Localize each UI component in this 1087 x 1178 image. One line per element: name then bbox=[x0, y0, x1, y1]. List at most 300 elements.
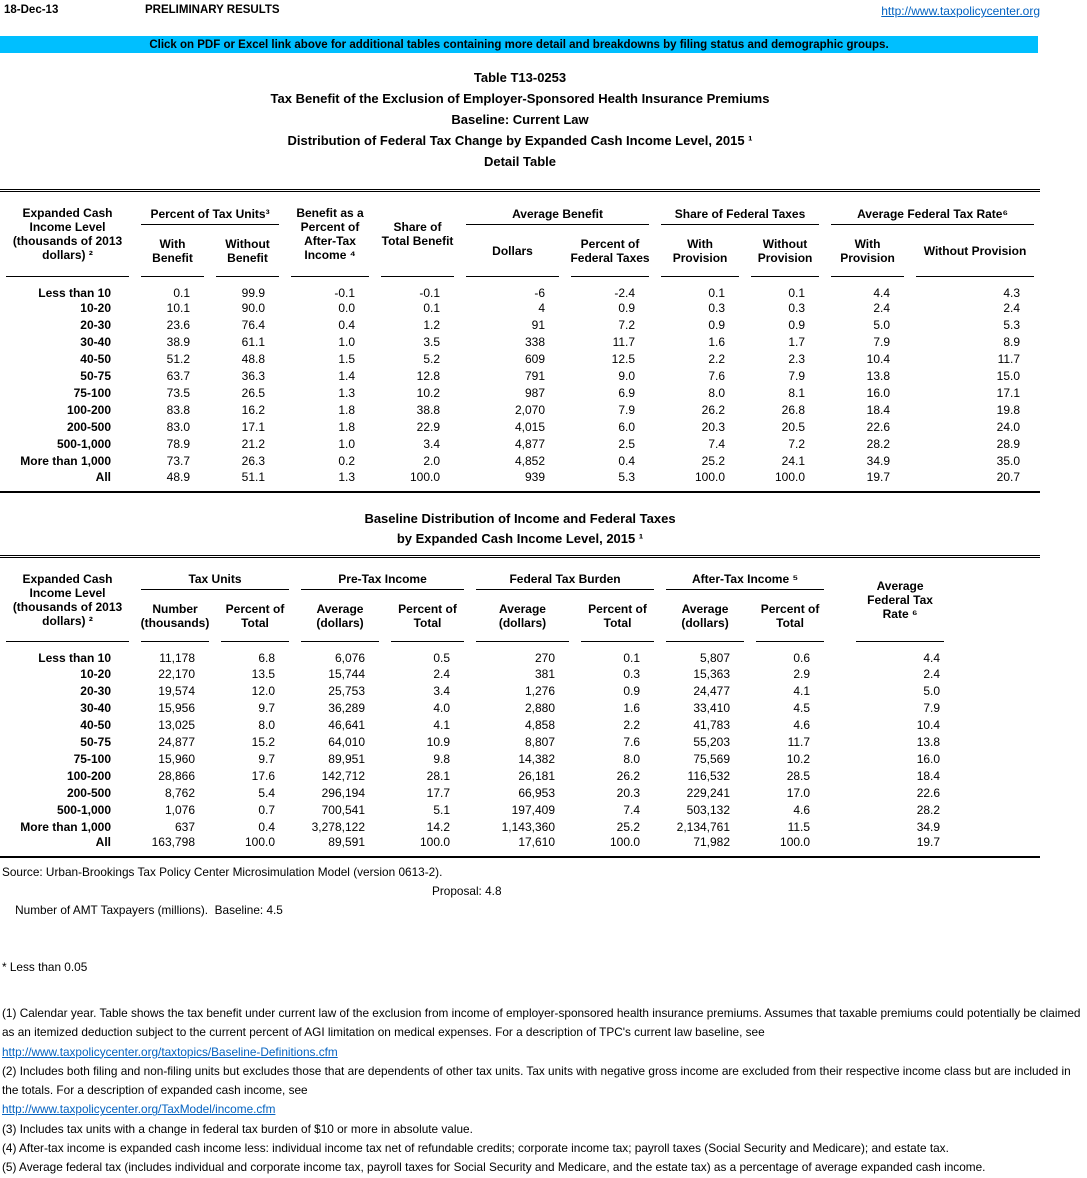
cell: 0.0 bbox=[338, 301, 356, 315]
cell: 0.9 bbox=[788, 318, 806, 332]
detail-table-title: Detail Table bbox=[483, 154, 556, 169]
cell: -0.1 bbox=[419, 285, 441, 300]
cell: 25,753 bbox=[328, 683, 365, 698]
group-average-federal-tax-rate: Average Federal Tax Rate ⁶ bbox=[830, 556, 970, 642]
cell: 75,569 bbox=[693, 751, 731, 766]
cell: 100.0 bbox=[610, 835, 641, 849]
footnote-text: (1) Calendar year. Table shows the tax benefit under current law of the exclusion from income of employer-sponsored health insurance premiums. Assumes that taxable premiums could potentially be claimed as an itemized deduction subject to the current percent of AGI limitation on medical expenses. For a description of TPC's current law baseline, see bbox=[2, 1006, 1081, 1040]
baseline-table-title-block bbox=[0, 509, 1040, 549]
cell: 0.3 bbox=[788, 301, 806, 315]
cell: 637 bbox=[174, 819, 195, 834]
cell: 16.0 bbox=[866, 386, 891, 400]
baseline-table-header bbox=[0, 556, 1040, 642]
cell: 10.2 bbox=[786, 751, 811, 766]
cell bbox=[970, 750, 1040, 767]
subheader-without-benefit: Without Benefit bbox=[210, 225, 285, 277]
banner-text: Click on PDF or Excel link above for additional tables containing more detail and breakdowns by filing status and demographic groups. bbox=[149, 38, 889, 51]
table-row bbox=[0, 334, 1040, 351]
cell: 1.6 bbox=[708, 335, 726, 349]
cell: 0.9 bbox=[623, 683, 641, 698]
cell bbox=[970, 682, 1040, 699]
cell: 10.4 bbox=[866, 352, 891, 366]
cell: 73.7 bbox=[166, 454, 190, 468]
subheader-with-provision-share: With Provision bbox=[655, 225, 745, 277]
row-label: 30-40 bbox=[80, 700, 111, 715]
cell bbox=[970, 733, 1040, 750]
cell: 28,866 bbox=[158, 768, 195, 783]
cell: 7.4 bbox=[708, 437, 726, 451]
cell: 55,203 bbox=[693, 734, 731, 749]
row-label: 75-100 bbox=[73, 751, 111, 766]
cell: 5.3 bbox=[618, 469, 636, 484]
cell: 0.4 bbox=[618, 454, 636, 468]
distribution-title: Distribution of Federal Tax Change by Expanded Cash Income Level, 2015 ¹ bbox=[287, 133, 753, 148]
cell: 35.0 bbox=[996, 454, 1021, 468]
cell: 4.3 bbox=[1003, 285, 1021, 300]
cell: 1.0 bbox=[338, 335, 356, 349]
cell: 7.2 bbox=[618, 318, 636, 332]
cell bbox=[970, 665, 1040, 682]
cell: 15,744 bbox=[328, 666, 365, 681]
table-row bbox=[0, 784, 1040, 801]
cell: 0.5 bbox=[433, 651, 451, 665]
baseline-table-body bbox=[0, 642, 1040, 857]
cell: 26,181 bbox=[518, 768, 556, 783]
cell: 2.2 bbox=[708, 352, 726, 366]
group-average-benefit: Average Benefit bbox=[460, 191, 655, 225]
cell: 2.0 bbox=[423, 454, 441, 468]
cell: 19.8 bbox=[996, 403, 1021, 417]
source-block bbox=[0, 863, 1087, 977]
cell: 28.2 bbox=[866, 437, 891, 451]
cell: 6,076 bbox=[334, 651, 365, 665]
row-label: Less than 10 bbox=[38, 651, 111, 665]
income-level-column-header: Expanded Cash Income Level (thousands of 2013 dollars) ² bbox=[0, 191, 135, 277]
cell: 197,409 bbox=[511, 802, 556, 817]
cell: -0.1 bbox=[334, 285, 356, 300]
cell bbox=[970, 767, 1040, 784]
cell: 17.7 bbox=[426, 785, 451, 800]
cell: 24.1 bbox=[781, 454, 806, 468]
footnote-text: (5) Average federal tax (includes individual and corporate income tax, payroll taxes for Social Security and Medicare, and the estate tax) as a percentage of average expanded cash income. bbox=[2, 1160, 986, 1175]
group-after-tax-income: After-Tax Income ⁵ bbox=[660, 556, 830, 590]
cell: 5.2 bbox=[423, 352, 441, 366]
cell: 8.1 bbox=[788, 386, 806, 400]
cell: 609 bbox=[524, 352, 546, 366]
cell: 21.2 bbox=[241, 437, 266, 451]
cell: 4.0 bbox=[433, 700, 451, 715]
table-row bbox=[0, 750, 1040, 767]
cell: 791 bbox=[524, 369, 546, 383]
table-row bbox=[0, 436, 1040, 453]
subheader-percent-of-total-units: Percent of Total bbox=[215, 590, 295, 642]
footnote-text: (3) Includes tax units with a change in federal tax burden of $10 or more in absolute value. bbox=[2, 1121, 473, 1136]
cell: 14.2 bbox=[426, 819, 451, 834]
cell: 1.8 bbox=[338, 420, 356, 434]
cell bbox=[970, 642, 1040, 665]
subheader-percent-of-total-aftertax: Percent of Total bbox=[750, 590, 830, 642]
cell: 10.9 bbox=[426, 734, 451, 749]
cell: 0.2 bbox=[338, 454, 356, 468]
cell bbox=[970, 784, 1040, 801]
cell: 12.8 bbox=[416, 369, 441, 383]
cell: 7.2 bbox=[788, 437, 806, 451]
cell: 28.9 bbox=[996, 437, 1021, 451]
cell: 4,877 bbox=[514, 437, 546, 451]
table-row bbox=[0, 277, 1040, 300]
cell: 51.1 bbox=[241, 469, 266, 484]
group-average-federal-tax-rate: Average Federal Tax Rate⁶ bbox=[825, 191, 1040, 225]
cell bbox=[970, 818, 1040, 835]
cell: 1.3 bbox=[338, 469, 356, 484]
table-row bbox=[0, 699, 1040, 716]
cell: 48.9 bbox=[166, 469, 190, 484]
cell: 15,960 bbox=[158, 751, 195, 766]
cell: 0.1 bbox=[173, 285, 190, 300]
cell: 22.6 bbox=[866, 420, 891, 434]
income-level-column-header: Expanded Cash Income Level (thousands of 2013 dollars) ² bbox=[0, 556, 135, 642]
cell: 17,610 bbox=[518, 835, 556, 849]
row-label: 200-500 bbox=[66, 785, 111, 800]
cell: 38.9 bbox=[166, 335, 190, 349]
group-benefit-pct-after-tax-income: Benefit as a Percent of After-Tax Income ⁴ bbox=[285, 191, 375, 277]
cell: 2.2 bbox=[623, 717, 641, 732]
cell: 4.4 bbox=[873, 285, 891, 300]
row-label: 75-100 bbox=[73, 386, 111, 400]
row-label: 50-75 bbox=[80, 734, 111, 749]
subheader-percent-of-total-burden: Percent of Total bbox=[575, 590, 660, 642]
cell: 34.9 bbox=[866, 454, 891, 468]
cell: 100.0 bbox=[419, 835, 451, 849]
cell: 13.8 bbox=[916, 734, 941, 749]
cell: 2.3 bbox=[788, 352, 806, 366]
row-label: 20-30 bbox=[80, 318, 111, 332]
cell: 20.3 bbox=[701, 420, 726, 434]
cell: 34.9 bbox=[916, 819, 941, 834]
source-line: Source: Urban-Brookings Tax Policy Center Microsimulation Model (version 0613-2). bbox=[2, 865, 443, 879]
cell bbox=[970, 716, 1040, 733]
table-number-title: Table T13-0253 bbox=[473, 70, 567, 85]
row-label: 10-20 bbox=[80, 666, 111, 681]
group-pre-tax-income: Pre-Tax Income bbox=[295, 556, 470, 590]
cell: 15.2 bbox=[251, 734, 275, 749]
cell: 17.0 bbox=[786, 785, 811, 800]
cell: 3.4 bbox=[423, 437, 441, 451]
cell: 89,951 bbox=[328, 751, 365, 766]
cell: 11,178 bbox=[159, 651, 195, 665]
cell: 51.2 bbox=[166, 352, 190, 366]
cell: 9.8 bbox=[433, 751, 451, 766]
cell bbox=[970, 801, 1040, 818]
cell: 503,132 bbox=[686, 802, 731, 817]
cell: 296,194 bbox=[321, 785, 365, 800]
cell: 13.5 bbox=[251, 666, 275, 681]
cell: -2.4 bbox=[614, 285, 636, 300]
cell: 83.8 bbox=[166, 403, 190, 417]
cell: 4.1 bbox=[433, 717, 451, 732]
row-label: 100-200 bbox=[66, 403, 111, 417]
table-row bbox=[0, 733, 1040, 750]
cell: 5.0 bbox=[873, 318, 891, 332]
group-tax-units: Tax Units bbox=[135, 556, 295, 590]
table-row bbox=[0, 419, 1040, 436]
taxpolicycenter-link[interactable]: http://www.taxpolicycenter.org bbox=[881, 4, 1040, 18]
cell: 15,363 bbox=[693, 666, 731, 681]
cell: 89,591 bbox=[328, 835, 365, 849]
cell: 4,015 bbox=[514, 420, 546, 434]
cell: 64,010 bbox=[328, 734, 365, 749]
cell: 38.8 bbox=[416, 403, 441, 417]
cell: 19.7 bbox=[916, 835, 941, 849]
cell: 0.3 bbox=[708, 301, 726, 315]
detail-table-body bbox=[0, 277, 1040, 492]
cell: 26.2 bbox=[701, 403, 726, 417]
amt-proposal: Proposal: 4.8 bbox=[432, 884, 502, 898]
cell: 2,880 bbox=[524, 700, 556, 715]
table-row bbox=[0, 470, 1040, 492]
baseline-title: Baseline: Current Law bbox=[451, 112, 589, 127]
cell: 0.4 bbox=[258, 819, 275, 834]
subheader-percent-of-total-pretax: Percent of Total bbox=[385, 590, 470, 642]
group-percent-of-tax-units: Percent of Tax Units³ bbox=[135, 191, 285, 225]
cell: 1.6 bbox=[623, 700, 641, 715]
cell: 5,807 bbox=[700, 651, 731, 665]
group-share-of-federal-taxes: Share of Federal Taxes bbox=[655, 191, 825, 225]
cell: 8.0 bbox=[708, 386, 726, 400]
cell: 2.9 bbox=[793, 666, 811, 681]
cell: 4.6 bbox=[793, 717, 811, 732]
cell: 3,278,122 bbox=[311, 819, 365, 834]
row-label: 20-30 bbox=[80, 683, 111, 698]
cell: 22.6 bbox=[916, 785, 941, 800]
cell: 0.7 bbox=[258, 802, 275, 817]
cell: 26.8 bbox=[781, 403, 806, 417]
cell: 99.9 bbox=[241, 285, 266, 300]
cell: 3.4 bbox=[433, 683, 451, 698]
table-row bbox=[0, 716, 1040, 733]
cell: 338 bbox=[524, 335, 546, 349]
cell: 2.4 bbox=[433, 666, 451, 681]
cell: 1.0 bbox=[338, 437, 356, 451]
cell: 116,532 bbox=[687, 768, 731, 783]
table-row bbox=[0, 801, 1040, 818]
cell: 10.4 bbox=[916, 717, 941, 732]
amt-taxpayers-line bbox=[2, 882, 1087, 958]
cell: 61.1 bbox=[241, 335, 266, 349]
cell: 20.3 bbox=[616, 785, 641, 800]
cell: 24.0 bbox=[996, 420, 1021, 434]
row-label: 40-50 bbox=[80, 717, 111, 732]
row-label: 200-500 bbox=[66, 420, 111, 434]
cell: 24,477 bbox=[693, 683, 731, 698]
cell: 12.0 bbox=[251, 683, 275, 698]
cell: 1,276 bbox=[524, 683, 556, 698]
cell: 36.3 bbox=[241, 369, 266, 383]
footnote-link[interactable]: http://www.taxpolicycenter.org/TaxModel/income.cfm bbox=[2, 1102, 276, 1117]
cell: 17.1 bbox=[996, 386, 1021, 400]
row-label: More than 1,000 bbox=[20, 819, 111, 834]
cell: 229,241 bbox=[686, 785, 731, 800]
footnote-text: (2) Includes both filing and non-filing units but excludes those that are dependents of other tax units. Tax units with negative gross income are excluded from their respective income class but are included in the totals. For a description of expanded cash income, see bbox=[2, 1063, 1071, 1098]
cell: 8.9 bbox=[1003, 335, 1021, 349]
cell: 10.1 bbox=[166, 301, 190, 315]
cell: 28.1 bbox=[426, 768, 451, 783]
table-row bbox=[0, 317, 1040, 334]
cell: 91 bbox=[531, 318, 546, 332]
row-label: 500-1,000 bbox=[56, 437, 111, 451]
cell: 0.9 bbox=[618, 301, 636, 315]
cell: 28.5 bbox=[786, 768, 811, 783]
cell: 0.9 bbox=[708, 318, 726, 332]
detail-table bbox=[0, 189, 1040, 493]
cell: 10.2 bbox=[416, 386, 441, 400]
subheader-number-thousands: Number (thousands) bbox=[135, 590, 215, 642]
cell: 11.5 bbox=[787, 819, 811, 834]
cell: 9.7 bbox=[258, 700, 275, 715]
cell: 9.7 bbox=[258, 751, 275, 766]
row-label: 500-1,000 bbox=[56, 802, 111, 817]
cell: 19.7 bbox=[866, 469, 891, 484]
row-label: All bbox=[95, 469, 111, 484]
cell: 7.4 bbox=[623, 802, 641, 817]
subheader-with-benefit: With Benefit bbox=[135, 225, 210, 277]
cell: 163,798 bbox=[151, 835, 195, 849]
cell: 19,574 bbox=[158, 683, 195, 698]
cell: 15,956 bbox=[158, 700, 195, 715]
detail-table-header bbox=[0, 191, 1040, 277]
less-than-note: * Less than 0.05 bbox=[2, 960, 88, 974]
row-label: 30-40 bbox=[80, 335, 111, 349]
cell: 26.3 bbox=[241, 454, 266, 468]
cell: 18.4 bbox=[916, 768, 941, 783]
cell: 5.4 bbox=[258, 785, 275, 800]
row-label: More than 1,000 bbox=[20, 454, 111, 468]
cell: 22,170 bbox=[158, 666, 195, 681]
cell: 18.4 bbox=[866, 403, 891, 417]
cell: 0.3 bbox=[623, 666, 641, 681]
table-row bbox=[0, 642, 1040, 665]
cell: 0.1 bbox=[788, 285, 806, 300]
cell: 987 bbox=[524, 386, 546, 400]
table-row bbox=[0, 818, 1040, 835]
cell: 4.1 bbox=[793, 683, 811, 698]
cell: 26.2 bbox=[616, 768, 641, 783]
cell: 20.7 bbox=[996, 469, 1021, 484]
cell: 2.4 bbox=[1003, 301, 1021, 315]
cell: 7.9 bbox=[618, 403, 636, 417]
cell: 0.1 bbox=[623, 651, 641, 665]
cell: 1.3 bbox=[338, 386, 356, 400]
cell: 939 bbox=[524, 469, 546, 484]
cell: 0.4 bbox=[338, 318, 356, 332]
cell: 100.0 bbox=[695, 469, 726, 484]
filler-column bbox=[970, 556, 1040, 642]
cell: 12.5 bbox=[611, 352, 636, 366]
cell: 11.7 bbox=[612, 335, 636, 349]
cell: 17.1 bbox=[241, 420, 266, 434]
cell: 100.0 bbox=[780, 835, 811, 849]
subheader-without-provision-rate: Without Provision bbox=[910, 225, 1040, 277]
cell: 1.8 bbox=[338, 403, 356, 417]
cell: 6.8 bbox=[258, 651, 275, 665]
cell bbox=[970, 835, 1040, 857]
cell: 5.0 bbox=[923, 683, 941, 698]
subheader-without-provision-share: Without Provision bbox=[745, 225, 825, 277]
row-label: 100-200 bbox=[66, 768, 111, 783]
cell: 700,541 bbox=[321, 802, 365, 817]
cell: 6.9 bbox=[618, 386, 636, 400]
cell: 1.4 bbox=[338, 369, 356, 383]
cell: 15.0 bbox=[996, 369, 1021, 383]
cell: 4,852 bbox=[514, 454, 546, 468]
cell: 0.1 bbox=[708, 285, 726, 300]
table-row bbox=[0, 402, 1040, 419]
cell: 46,641 bbox=[328, 717, 365, 732]
cell bbox=[970, 699, 1040, 716]
cell: 142,712 bbox=[321, 768, 365, 783]
cell: 0.6 bbox=[793, 651, 811, 665]
cell: 1,143,360 bbox=[501, 819, 556, 834]
cell: 4.5 bbox=[793, 700, 811, 715]
cell: 4.4 bbox=[923, 651, 941, 665]
amt-baseline: Number of AMT Taxpayers (millions). Baseline: 4.5 bbox=[15, 903, 283, 917]
cell: 78.9 bbox=[166, 437, 190, 451]
row-label: 40-50 bbox=[80, 352, 111, 366]
cell: 14,382 bbox=[518, 751, 556, 766]
cell: 4,858 bbox=[524, 717, 556, 732]
table-row bbox=[0, 835, 1040, 857]
cell: 5.1 bbox=[433, 802, 451, 817]
cell: 9.0 bbox=[618, 369, 636, 383]
cell: 48.8 bbox=[241, 352, 266, 366]
cell: 7.9 bbox=[873, 335, 891, 349]
cell: 13,025 bbox=[158, 717, 195, 732]
row-label: 10-20 bbox=[80, 301, 111, 315]
subheader-average-dollars-burden: Average (dollars) bbox=[470, 590, 575, 642]
footnote-link[interactable]: http://www.taxpolicycenter.org/taxtopics/Baseline-Definitions.cfm bbox=[2, 1044, 338, 1059]
cell: 7.9 bbox=[788, 369, 806, 383]
subheader-with-provision-rate: With Provision bbox=[825, 225, 910, 277]
cell: 1.7 bbox=[788, 335, 806, 349]
title-block bbox=[0, 67, 1040, 172]
table-row bbox=[0, 453, 1040, 470]
row-label: 50-75 bbox=[80, 369, 111, 383]
cell: 381 bbox=[534, 666, 556, 681]
baseline-table-title-line1: Baseline Distribution of Income and Federal Taxes bbox=[364, 510, 676, 526]
cell: 28.2 bbox=[916, 802, 941, 817]
baseline-table-title-line2: by Expanded Cash Income Level, 2015 ¹ bbox=[396, 530, 644, 546]
preliminary-results-label: PRELIMINARY RESULTS bbox=[145, 4, 280, 16]
cell: 2.4 bbox=[873, 301, 891, 315]
table-row bbox=[0, 682, 1040, 699]
cell: 36,289 bbox=[328, 700, 365, 715]
footnote-text: (4) After-tax income is expanded cash income less: individual income tax net of refundable credits; corporate income tax; payroll taxes (Social Security and Medicare); and estate tax. bbox=[2, 1141, 949, 1156]
subheader-dollars: Dollars bbox=[460, 225, 565, 277]
table-row bbox=[0, 351, 1040, 368]
cell: 20.5 bbox=[781, 420, 806, 434]
cell: 26.5 bbox=[241, 386, 266, 400]
cell: 63.7 bbox=[166, 369, 190, 383]
cell: 90.0 bbox=[241, 301, 266, 315]
cell: 0.1 bbox=[423, 301, 441, 315]
info-banner bbox=[0, 36, 1038, 53]
cell: 7.6 bbox=[708, 369, 726, 383]
table-row bbox=[0, 767, 1040, 784]
subheader-average-dollars-aftertax: Average (dollars) bbox=[660, 590, 750, 642]
cell: 73.5 bbox=[166, 386, 190, 400]
cell: 2,134,761 bbox=[676, 819, 731, 834]
cell: 3.5 bbox=[423, 335, 441, 349]
